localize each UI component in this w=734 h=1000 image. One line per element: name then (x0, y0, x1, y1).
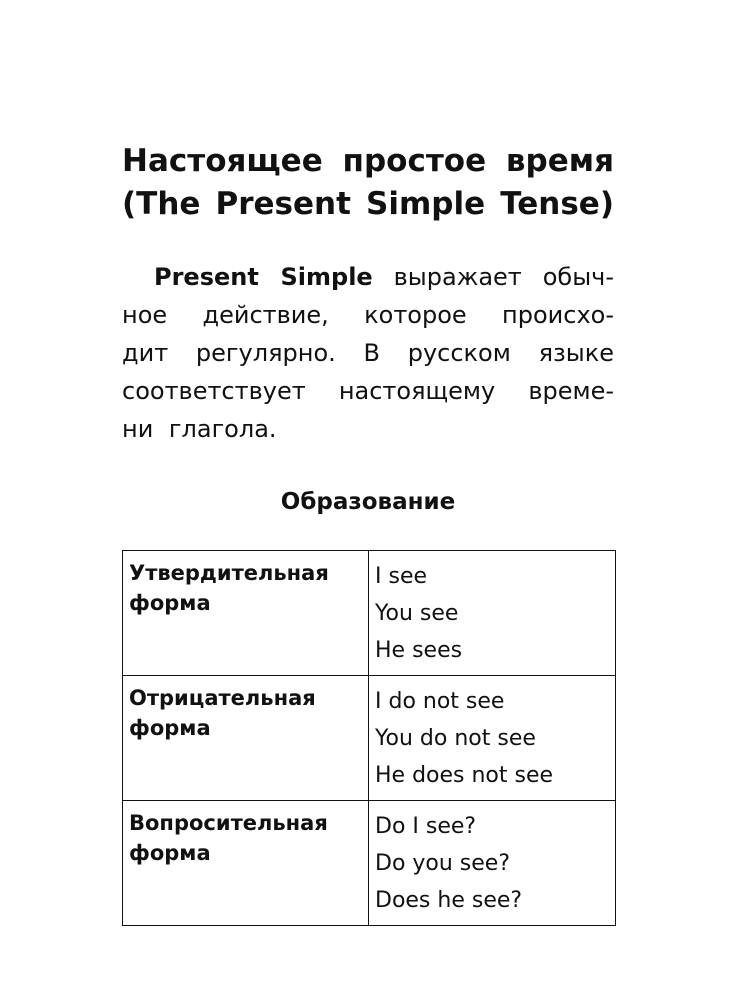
example-line: Does he see? (375, 888, 523, 913)
table-row-affirmative (123, 551, 616, 676)
example-line: Do I see? (375, 814, 477, 839)
example-line: You do not see (375, 726, 536, 751)
table-row-interrogative (123, 801, 616, 926)
intro-line-1-rest: выражает обыч- (393, 263, 614, 291)
example-line: Do you see? (375, 851, 511, 876)
intro-line-3: дит регулярно. В русском языке (122, 339, 614, 367)
example-line: He does not see (375, 763, 554, 788)
intro-term: Present Simple (154, 263, 373, 291)
forms-table (122, 550, 616, 926)
example-line: I see (375, 564, 428, 589)
examples-interrogative (369, 801, 616, 926)
section-heading: Образование (280, 489, 456, 515)
intro-line-1 (122, 258, 614, 296)
intro-line-4: соответствует настоящему време- (122, 377, 614, 405)
examples-affirmative (369, 551, 616, 676)
page-title (122, 140, 614, 226)
example-line: He sees (375, 638, 463, 663)
example-line: I do not see (375, 689, 505, 714)
title-line-russian: Настоящее простое время (122, 143, 614, 179)
form-label-negative: Отрицательная форма (123, 676, 369, 801)
form-label-interrogative: Вопросительная форма (123, 801, 369, 926)
examples-negative (369, 676, 616, 801)
example-line: You see (375, 601, 459, 626)
intro-paragraph (122, 258, 614, 448)
intro-line-2: ное действие, которое происхо- (122, 301, 614, 329)
form-label-affirmative: Утвердительная форма (123, 551, 369, 676)
intro-line-5: ни глагола. (122, 415, 277, 443)
title-line-english: (The Present Simple Tense) (122, 186, 614, 222)
table-row-negative (123, 676, 616, 801)
